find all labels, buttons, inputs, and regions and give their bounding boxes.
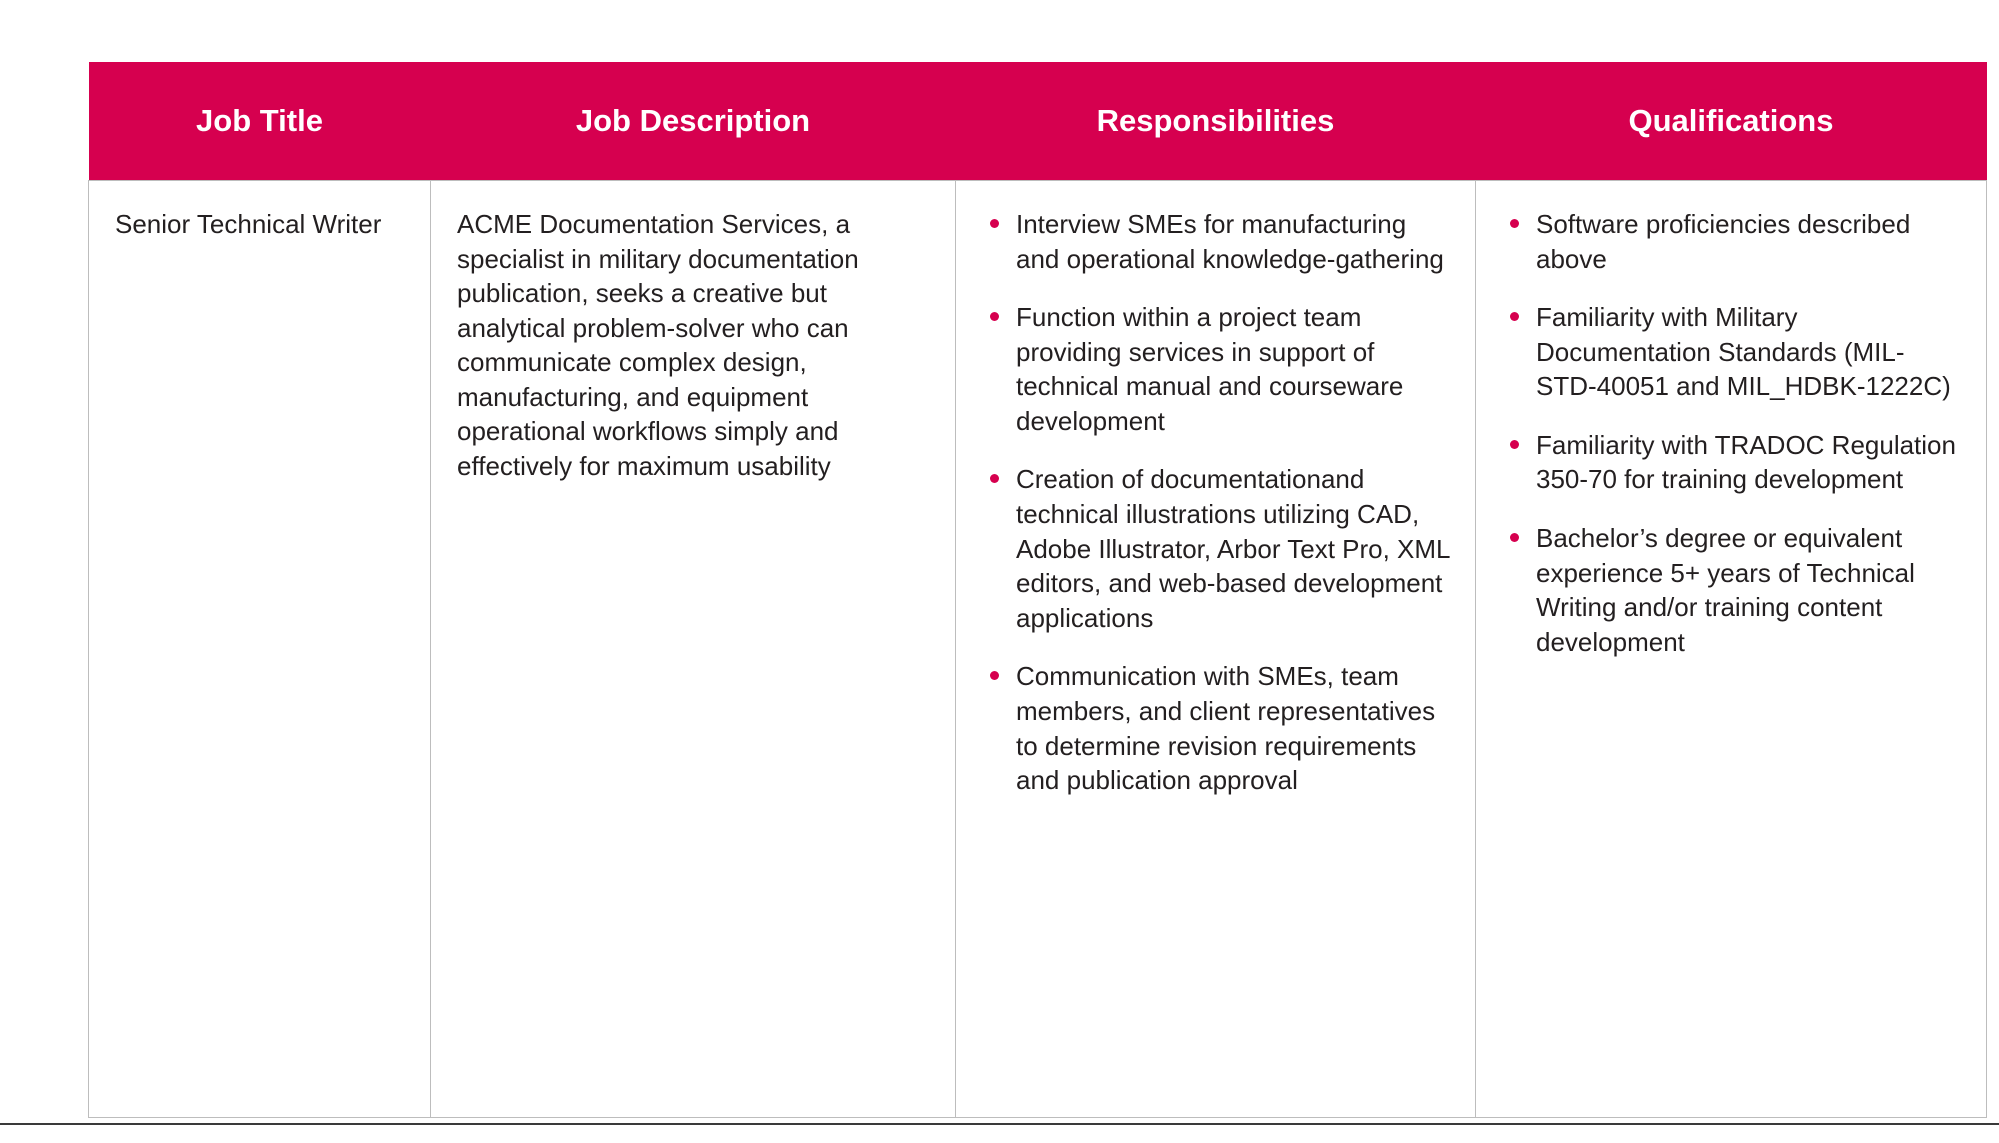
list-item: Interview SMEs for manufacturing and operational knowledge-gathering <box>982 207 1451 276</box>
table-row <box>89 181 1987 1118</box>
list-item: Familiarity with Military Documentation Standards (MIL-STD-40051 and MIL_HDBK-1222C) <box>1502 300 1962 404</box>
column-header-qualifications: Qualifications <box>1476 62 1987 181</box>
column-header-job-title: Job Title <box>89 62 431 181</box>
qualifications-list <box>1502 207 1962 659</box>
cell-job-title <box>89 181 431 1118</box>
list-item: Communication with SMEs, team members, and client representatives to determine revision requirements and publication approval <box>982 659 1451 797</box>
responsibilities-list <box>982 207 1451 798</box>
list-item: Creation of documentationand technical illustrations utilizing CAD, Adobe Illustrator, Arbor Text Pro, XML editors, and web-based development applications <box>982 462 1451 635</box>
list-item: Bachelor’s degree or equivalent experience 5+ years of Technical Writing and/or training content development <box>1502 521 1962 659</box>
job-title-text: Senior Technical Writer <box>115 209 382 239</box>
table-body <box>89 181 1987 1118</box>
column-header-responsibilities: Responsibilities <box>956 62 1476 181</box>
job-description-text: ACME Documentation Services, a specialist in military documentation publication, seeks a creative but analytical problem-solver who can communicate complex design, manufacturing, and equipment operational workflows simply and effectively for maximum usability <box>457 209 859 482</box>
cell-job-description <box>431 181 956 1118</box>
cell-responsibilities <box>956 181 1476 1118</box>
table-header-row <box>89 62 1987 181</box>
column-header-job-description: Job Description <box>431 62 956 181</box>
list-item: Familiarity with TRADOC Regulation 350-70 for training development <box>1502 428 1962 497</box>
table-header <box>89 62 1987 181</box>
cell-qualifications <box>1476 181 1987 1118</box>
slide-bottom-divider <box>0 1123 1999 1125</box>
job-table-container <box>88 62 1956 1118</box>
list-item: Function within a project team providing services in support of technical manual and courseware development <box>982 300 1451 438</box>
list-item: Software proficiencies described above <box>1502 207 1962 276</box>
job-posting-table <box>88 62 1987 1118</box>
